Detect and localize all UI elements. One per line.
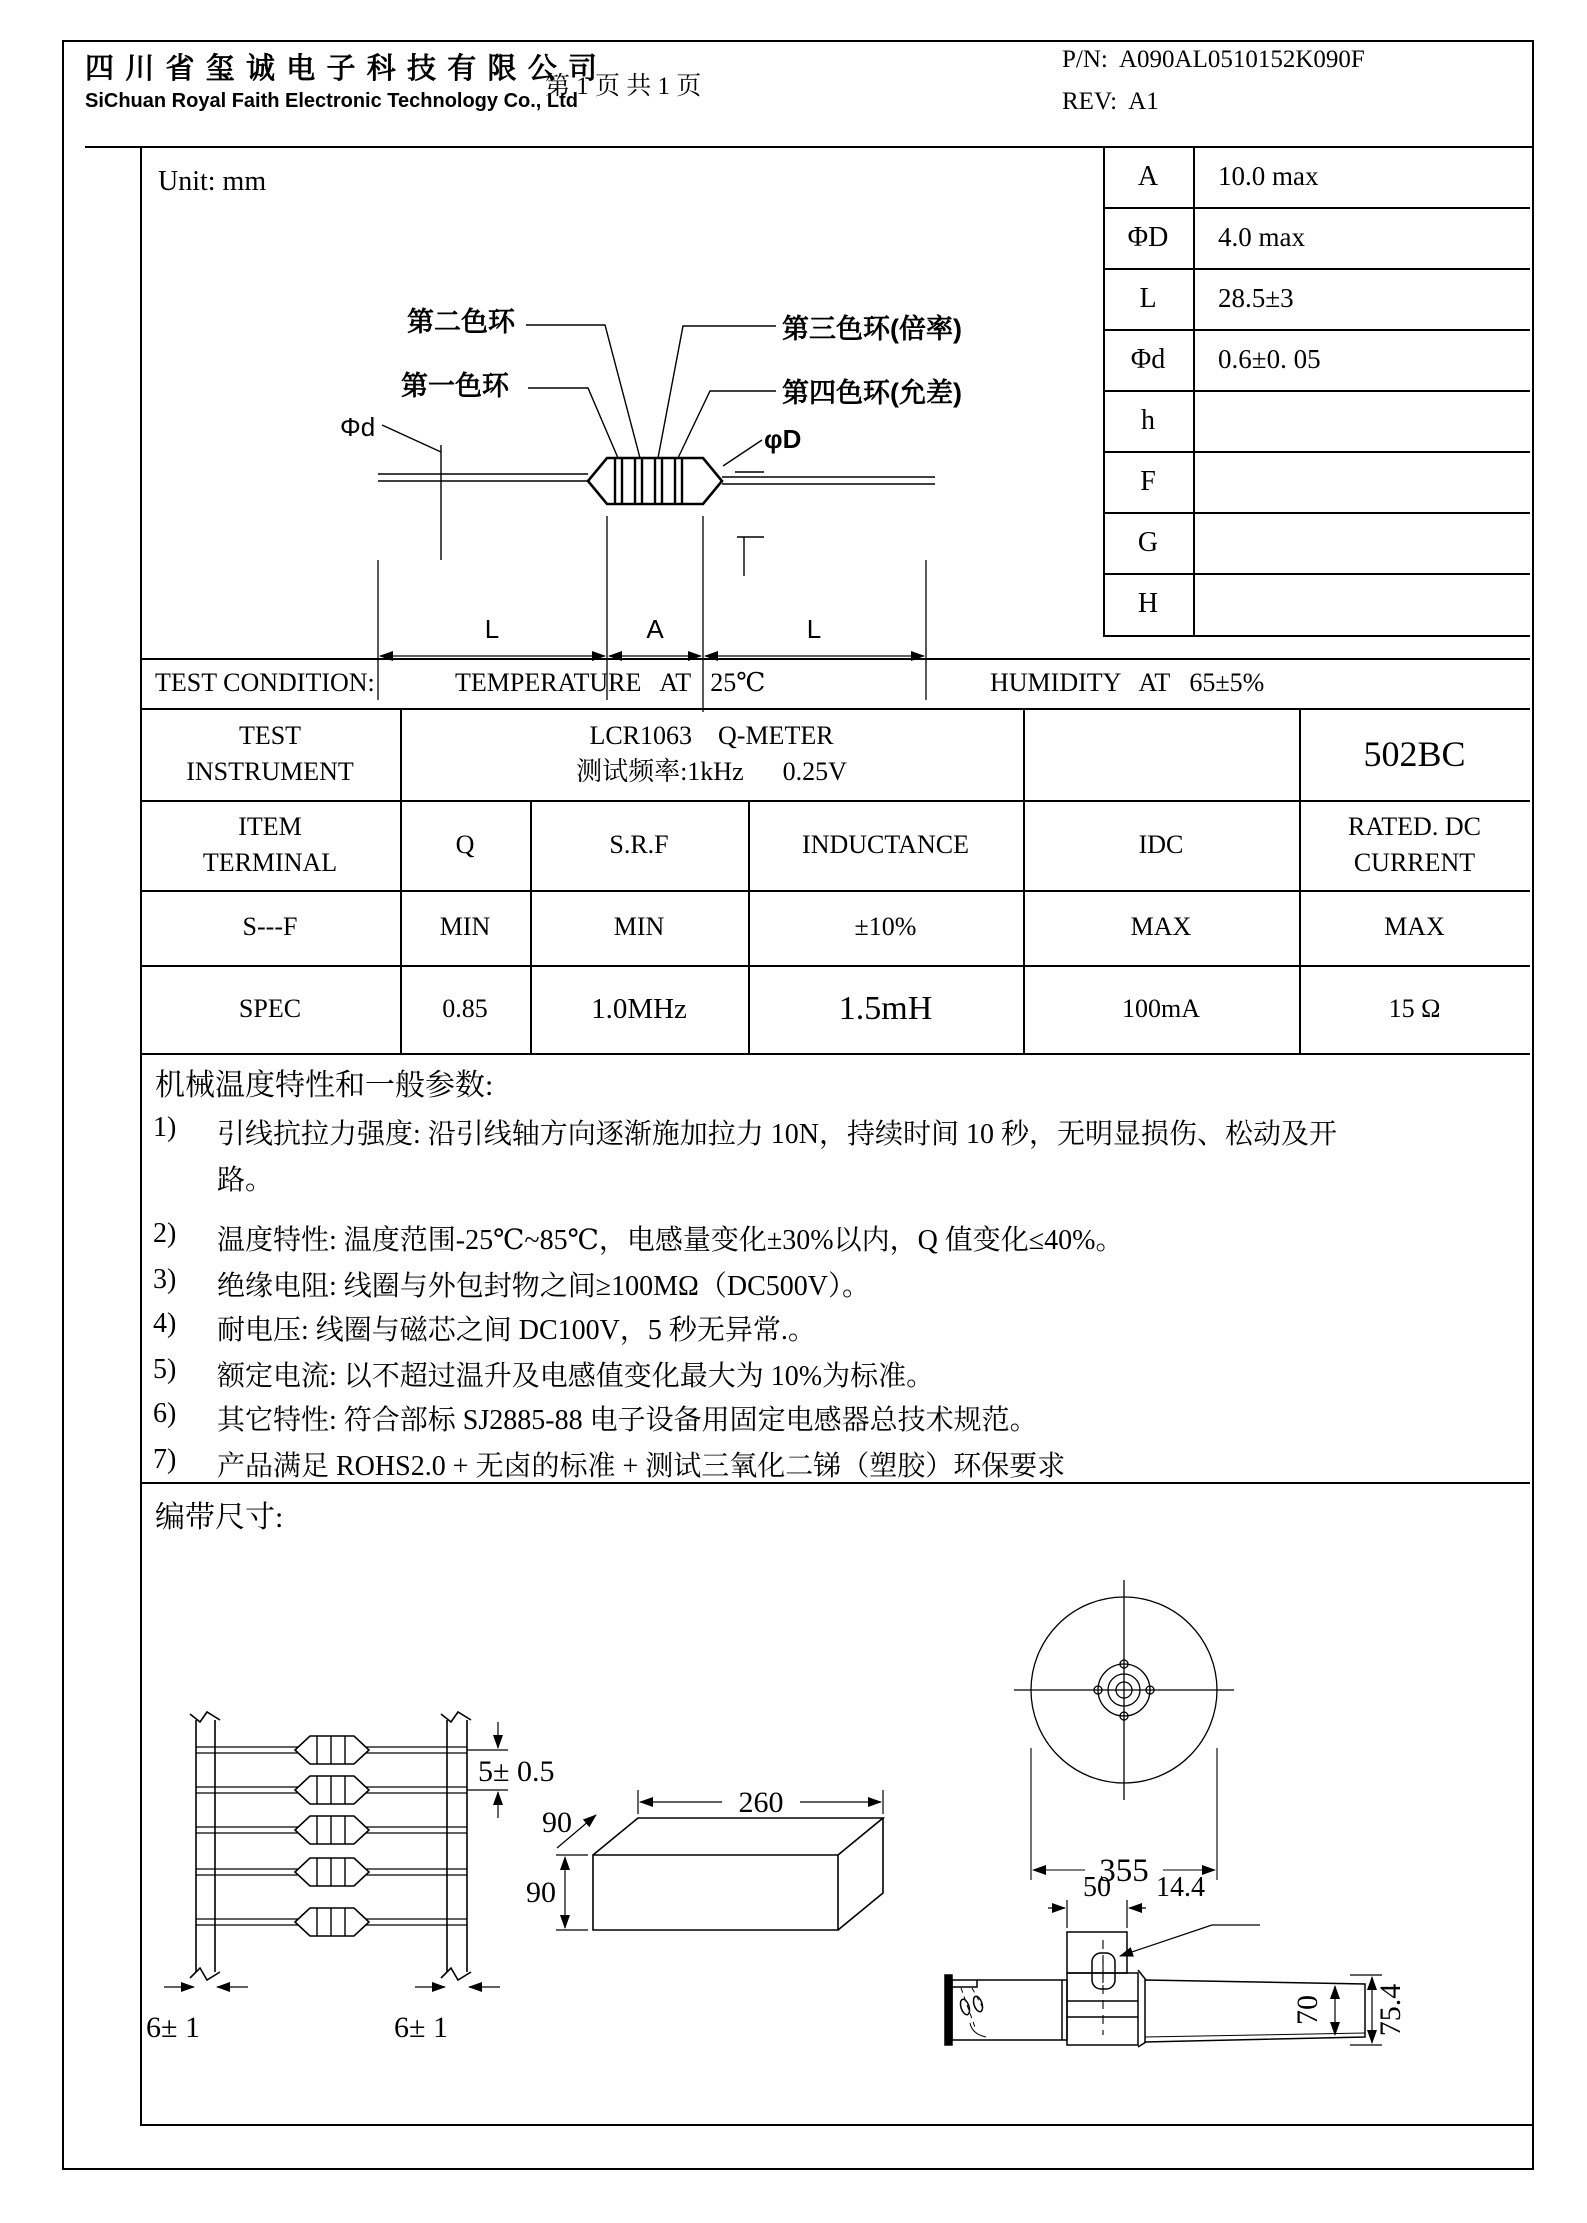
dim-value: 10.0 max	[1218, 160, 1319, 191]
item-number: 7)	[153, 1444, 177, 1475]
col-idc: IDC	[1138, 829, 1184, 859]
spec-q: 0.85	[442, 993, 488, 1023]
spec-idc: 100mA	[1122, 993, 1200, 1023]
unit-label: Unit: mm	[158, 166, 267, 197]
dim-key: h	[1141, 404, 1155, 436]
table-line	[140, 1053, 1530, 1055]
band3-label: 第三色环(倍率)	[782, 314, 962, 344]
item-number: 2)	[153, 1218, 177, 1249]
dim-value: 4.0 max	[1218, 221, 1305, 252]
instrument-frequency: 测试频率:1kHz 0.25V	[576, 757, 847, 786]
mech-item	[153, 1218, 1347, 1264]
instrument-name-line1: TEST	[238, 720, 302, 750]
dim-value	[1218, 573, 1518, 635]
band1-label: 第一色环	[401, 371, 509, 401]
instrument-meter: LCR1063 Q-METER	[589, 720, 834, 750]
dim-value: 0.6±0. 05	[1218, 343, 1321, 374]
dim-L1: L	[484, 614, 500, 644]
item-number: 5)	[153, 1354, 177, 1385]
dim-A: A	[646, 614, 664, 644]
spec-terminal: SPEC	[238, 993, 302, 1023]
mech-item	[153, 1444, 1347, 1490]
instrument-name-line2: INSTRUMENT	[186, 757, 354, 786]
item-text: 绝缘电阻: 线圈与外包封物之间≥100MΩ（DC500V）。	[217, 1271, 870, 1302]
dim-value	[1218, 512, 1518, 573]
rated-line2: CURRENT	[1353, 848, 1476, 877]
col-q: Q	[455, 829, 475, 859]
item-text: 额定电流: 以不超过温升及电感值变化最大为 10%为标准。	[217, 1361, 935, 1392]
box-depth-dim: 90	[542, 1806, 572, 1839]
reel-diameter-dim: 355	[1099, 1853, 1149, 1889]
reel-hub-dim: 50	[1083, 1872, 1111, 1903]
item-text: 耐电压: 线圈与磁芯之间 DC100V，5 秒无异常.。	[217, 1315, 816, 1346]
table-line	[1103, 635, 1530, 637]
dim-key: A	[1137, 160, 1159, 192]
inductor-body	[378, 458, 935, 504]
tape-section-title: 编带尺寸:	[155, 1501, 284, 1534]
dim-L2: L	[806, 614, 822, 644]
reel-total-dim: 75.4	[1374, 1983, 1407, 2037]
item-line2: TERMINAL	[202, 848, 338, 877]
packing-box-dimensions	[556, 1790, 883, 1930]
page-number: 第 1 页 共 1 页	[545, 73, 702, 100]
company-name-cn: 四 川 省 玺 诚 电 子 科 技 有 限 公 司	[85, 53, 600, 85]
dim-key: Φd	[1130, 343, 1166, 375]
item-text: 其它特性: 符合部标 SJ2885-88 电子设备用固定电感器总技术规范。	[217, 1405, 1038, 1436]
item-text: 温度特性: 温度范围-25℃~85℃，电感量变化±30%以内，Q 值变化≤40%。	[217, 1225, 1124, 1256]
company-name-en: SiChuan Royal Faith Electronic Technology Co., Ltd	[85, 90, 578, 112]
box-height-dim: 90	[526, 1876, 556, 1909]
item-line1: ITEM	[238, 811, 302, 841]
spec-inductance: 1.5mH	[838, 990, 933, 1028]
packing-box-drawing	[593, 1818, 883, 1930]
mech-item	[153, 1398, 1347, 1444]
dim-key: G	[1137, 526, 1159, 558]
tape-pitch-dim: 5± 0.5	[478, 1755, 555, 1788]
tape-margin-right-dim: 6± 1	[394, 2011, 448, 2044]
reel-front-drawing	[1014, 1580, 1234, 1800]
reel-arm-dim: 70	[1291, 1995, 1324, 2025]
dim-value	[1218, 390, 1518, 451]
inductor-diagram	[140, 186, 1060, 726]
tape-margin-left-dim: 6± 1	[146, 2011, 200, 2044]
dim-key: H	[1137, 588, 1159, 620]
reel-side-drawing	[945, 1932, 1365, 2047]
col-inductance: INDUCTANCE	[802, 829, 969, 859]
item-number: 1)	[153, 1112, 177, 1143]
sf-q: MIN	[439, 912, 491, 942]
col-rated-dc	[1299, 800, 1530, 890]
dim-key: L	[1139, 282, 1157, 314]
sf-rated: MAX	[1384, 912, 1445, 942]
test-condition-humidity: HUMIDITY AT 65±5%	[990, 667, 1265, 697]
sf-srf: MIN	[613, 912, 665, 942]
item-text: 产品满足 ROHS2.0 + 无卤的标准 + 测试三氧化二锑（塑胶）环保要求	[217, 1451, 1066, 1482]
mech-item	[153, 1112, 1347, 1204]
item-number: 3)	[153, 1264, 177, 1295]
reel-slot-dim: 14.4	[1156, 1872, 1205, 1903]
phi-d-label: Φd	[340, 412, 376, 442]
box-length-dim: 260	[738, 1786, 784, 1819]
dim-key: ΦD	[1127, 221, 1169, 253]
spec-rated: 15 Ω	[1388, 993, 1441, 1023]
instrument-model-cell: 502BC	[1363, 733, 1466, 774]
part-number: P/N: A090AL0510152K090F	[1062, 46, 1365, 73]
item-number: 4)	[153, 1308, 177, 1339]
tape-strip-drawing	[190, 1712, 508, 1980]
sf-inductance: ±10%	[854, 912, 917, 942]
instrument-value-cell	[400, 708, 1023, 800]
col-srf: S.R.F	[609, 829, 669, 859]
callout-leaders	[382, 325, 776, 576]
instrument-name-cell	[140, 708, 400, 800]
mech-item	[153, 1308, 1347, 1354]
item-text: 引线抗拉力强度: 沿引线轴方向逐渐施加拉力 10N，持续时间 10 秒，无明显损伤、松动及开路。	[217, 1119, 1338, 1196]
sf-idc: MAX	[1130, 912, 1192, 942]
sf-terminal: S---F	[242, 912, 298, 942]
mech-section-title: 机械温度特性和一般参数:	[155, 1069, 494, 1102]
spec-srf: 1.0MHz	[591, 992, 687, 1025]
band4-label: 第四色环(允差)	[782, 378, 962, 408]
col-item-terminal	[140, 800, 400, 890]
phi-D-label: φD	[764, 424, 802, 454]
rated-line1: RATED. DC	[1348, 811, 1481, 841]
dim-key: F	[1140, 465, 1156, 497]
dim-value	[1218, 451, 1518, 512]
table-line	[1023, 708, 1025, 800]
packaging-drawings	[110, 1540, 1523, 2120]
test-condition-temperature: TEMPERATURE AT 25℃	[455, 667, 766, 697]
dim-value: 28.5±3	[1218, 282, 1294, 313]
mech-item	[153, 1264, 1347, 1310]
band2-label: 第二色环	[407, 307, 515, 337]
item-number: 6)	[153, 1398, 177, 1429]
revision: REV: A1	[1062, 88, 1159, 115]
test-condition-label: TEST CONDITION:	[155, 667, 375, 697]
mech-item	[153, 1354, 1347, 1400]
